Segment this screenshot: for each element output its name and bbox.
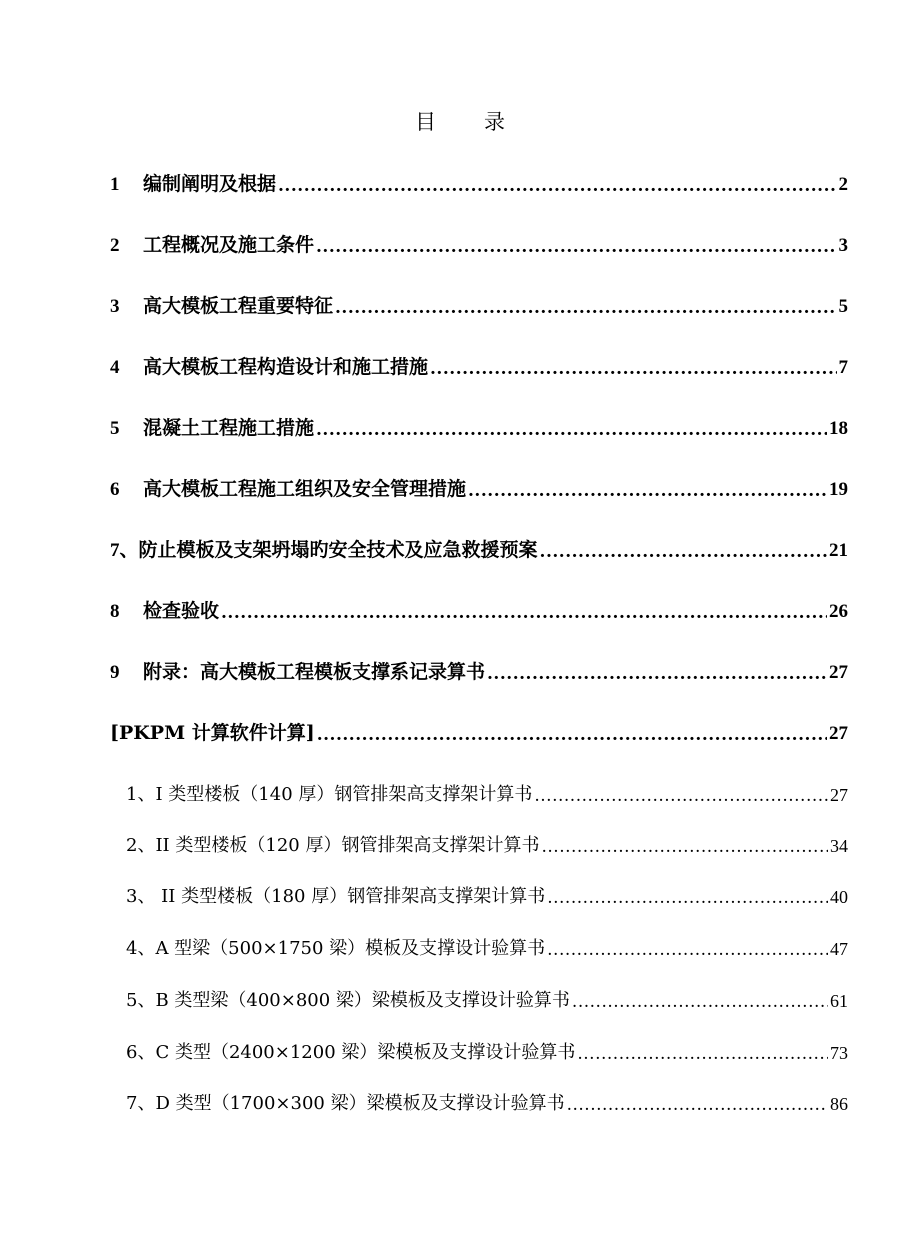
toc-entry-page: 26 (829, 601, 848, 622)
toc-subentry-page: 40 (830, 887, 848, 907)
toc-entry-number: 9 (110, 662, 120, 683)
toc-leader-dots (430, 359, 836, 379)
toc-entry-page: 3 (838, 235, 848, 256)
toc-subentry-page: 61 (830, 991, 848, 1011)
toc-entry-number: 6 (110, 479, 120, 500)
toc-subentry-label: 5、B 类型梁（400×800 梁）梁模板及支撑设计验算书 (126, 990, 570, 1011)
toc-entry-page: 27 (829, 723, 848, 744)
toc-leader-dots (534, 786, 828, 806)
toc-subentry-page: 34 (830, 836, 848, 856)
toc-entry-label: 防止模板及支架坍塌旳安全技术及应急救援预案 (138, 539, 538, 561)
toc-subentry[interactable] (126, 1087, 848, 1115)
toc-entry[interactable] (110, 473, 848, 501)
toc-leader-dots (541, 837, 828, 857)
toc-entry-page: 21 (829, 540, 848, 561)
toc-title (0, 106, 920, 136)
toc-entry-page: 18 (829, 418, 848, 439)
toc-entry[interactable] (110, 595, 848, 623)
toc-title-left: 目 (415, 110, 436, 134)
toc-entry-number: 1 (110, 174, 120, 195)
toc-entry-label: 编制阐明及根据 (143, 173, 277, 195)
toc-subentry-label: 4、A 型梁（500×1750 梁）模板及支撑设计验算书 (126, 938, 546, 959)
toc-entry-number: 5 (110, 418, 120, 439)
toc-leader-dots (487, 664, 827, 684)
toc-subentry-label: 3、 II 类型楼板（180 厚）钢管排架高支撑架计算书 (126, 886, 546, 907)
toc-leader-dots (278, 176, 836, 196)
toc-entry-label: [PKPM 计算软件计算] (110, 722, 315, 744)
toc-leader-dots (547, 888, 828, 908)
toc-leader-dots (335, 298, 836, 318)
toc-title-right: 录 (484, 110, 505, 134)
toc-leader-dots (316, 237, 836, 257)
toc-subentry-page: 73 (830, 1043, 848, 1063)
toc-entry[interactable] (110, 290, 848, 318)
toc-subentry-page: 27 (830, 785, 848, 805)
toc-subentry-label: 7、D 类型（1700×300 梁）梁模板及支撑设计验算书 (126, 1093, 565, 1114)
toc-subentry-label: 6、C 类型（2400×1200 梁）梁模板及支撑设计验算书 (126, 1042, 576, 1063)
toc-entry-page: 27 (829, 662, 848, 683)
toc-subentry-page: 86 (830, 1094, 848, 1114)
toc-leader-dots (317, 725, 827, 745)
toc-leader-dots (221, 603, 827, 623)
toc-entry[interactable] (110, 534, 848, 562)
toc-entry-page: 5 (838, 296, 848, 317)
toc-subentry[interactable] (126, 778, 848, 806)
toc-subentry[interactable] (126, 1036, 848, 1064)
toc-leader-dots (316, 420, 827, 440)
toc-entry[interactable] (110, 656, 848, 684)
toc-subentry-label: 1、I 类型楼板（140 厚）钢管排架高支撑架计算书 (126, 784, 533, 805)
toc-subentry-page: 47 (830, 939, 848, 959)
toc-subentry[interactable] (126, 984, 848, 1012)
toc-leader-dots (540, 542, 827, 562)
toc-entry[interactable] (110, 229, 848, 257)
toc-entry-label: 工程概况及施工条件 (143, 234, 315, 256)
toc-leader-dots (567, 1095, 828, 1115)
toc-entry-page: 19 (829, 479, 848, 500)
toc-leader-dots (468, 481, 827, 501)
toc-subentry[interactable] (126, 829, 848, 857)
toc-entry[interactable] (110, 717, 848, 745)
toc-entry-label: 高大模板工程重要特征 (143, 295, 334, 317)
toc-leader-dots (572, 992, 828, 1012)
toc-subentry[interactable] (126, 932, 848, 960)
toc-entry-label: 高大模板工程构造设计和施工措施 (143, 356, 429, 378)
toc-entry-label: 混凝土工程施工措施 (143, 417, 315, 439)
toc-entry-label: 附录：高大模板工程模板支撑系记录算书 (143, 661, 486, 683)
toc-entry-label: 高大模板工程施工组织及安全管理措施 (143, 478, 467, 500)
toc-entry-page: 2 (838, 174, 848, 195)
toc-leader-dots (577, 1044, 828, 1064)
toc-leader-dots (547, 940, 828, 960)
toc-subentry[interactable] (126, 880, 848, 908)
toc-entry-number: 7、 (110, 540, 139, 561)
toc-entry-number: 3 (110, 296, 120, 317)
toc-entry-label: 检查验收 (143, 600, 220, 622)
toc-subentry-label: 2、II 类型楼板（120 厚）钢管排架高支撑架计算书 (126, 835, 540, 856)
toc-entry-number: 2 (110, 235, 120, 256)
toc-entry[interactable] (110, 412, 848, 440)
toc-entry[interactable] (110, 168, 848, 196)
toc-entry-page: 7 (838, 357, 848, 378)
toc-entry-number: 4 (110, 357, 120, 378)
toc-entry[interactable] (110, 351, 848, 379)
toc-entry-number: 8 (110, 601, 120, 622)
